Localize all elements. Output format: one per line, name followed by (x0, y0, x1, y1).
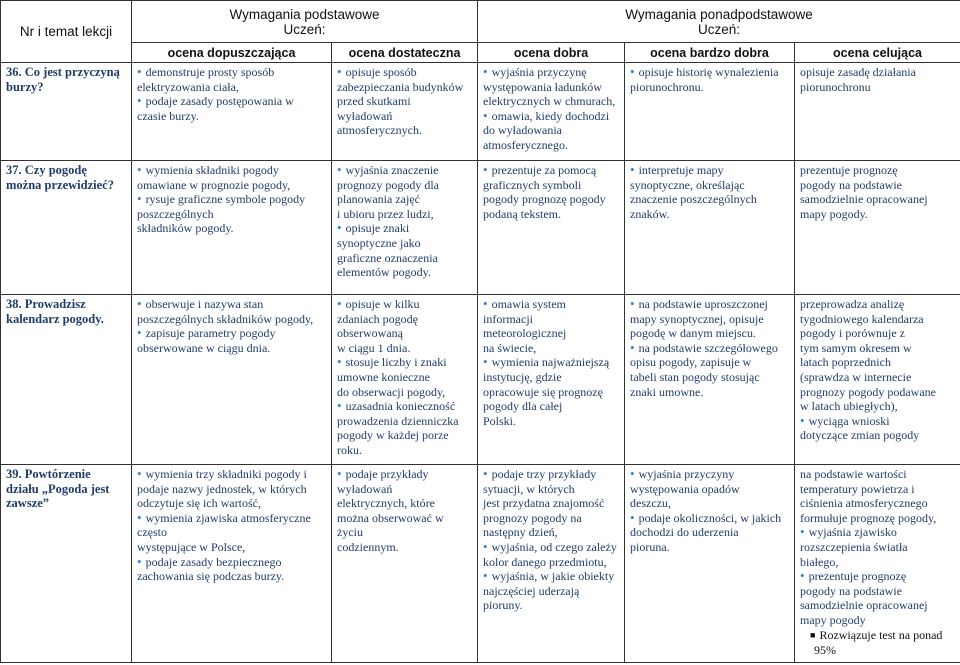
requirement-line: • opisuje w kilku (337, 297, 472, 312)
requirement-line: • omawia, kiedy dochodzi (483, 109, 619, 124)
requirement-line: informacji (483, 311, 533, 326)
requirement-line: mapy synoptycznej, opisuje (630, 311, 764, 326)
grade-header: ocena dopuszczająca (132, 43, 332, 63)
requirement-line: • podaje zasady postępowania w (137, 94, 326, 109)
requirement-line: • omawia system (483, 297, 619, 312)
requirement-line: roku. (337, 442, 362, 457)
requirement-line: • stosuje liczby i znaki (337, 355, 472, 370)
lesson-title-line: burzy? (6, 79, 44, 94)
requirement-line: prowadzenia dzienniczka (337, 413, 459, 428)
requirement-line: elektrycznych, które (337, 496, 435, 511)
requirement-line: • podaje trzy przykłady (483, 467, 619, 482)
requirement-line: piorunochronu. (630, 79, 704, 94)
requirement-line: elektrycznych w chmurach, (483, 94, 616, 109)
requirement-line: mapy pogody. (800, 206, 868, 221)
requirement-line: • wyjaśnia, od czego zależy (483, 540, 619, 555)
requirement-line: przed skutkami (337, 94, 411, 109)
requirement-cell (332, 161, 478, 295)
requirement-line: na podstawie wartości (800, 467, 907, 481)
requirement-cell (625, 161, 795, 295)
requirement-cell (132, 161, 332, 295)
lesson-title (1, 295, 132, 465)
requirement-line: • wymienia zjawiska atmosferyczne (137, 511, 326, 526)
requirement-line: prognozy pogody na (483, 510, 582, 525)
requirement-line: w latach ubiegłych), (800, 399, 898, 414)
requirement-cell (795, 63, 960, 161)
advanced-title: Wymagania ponadpodstawowe (625, 6, 813, 22)
requirement-line: obserwowaną (337, 326, 403, 341)
requirement-line: umowne konieczne (337, 369, 430, 384)
requirement-line: graficzne oznaczenia (337, 250, 438, 265)
lesson-title (1, 63, 132, 161)
requirement-line: wyładowań (337, 481, 393, 496)
requirement-line: • podaje okoliczności, w jakich (630, 511, 789, 526)
requirement-line: • opisuje sposób (337, 65, 472, 80)
requirement-line: składników pogody. (137, 221, 234, 236)
requirement-cell (625, 63, 795, 161)
requirement-line: • interpretuje mapy (630, 163, 789, 178)
requirement-line: • demonstruje prosty sposób (137, 65, 326, 80)
requirement-line: mapy pogody (800, 612, 866, 627)
lesson-title-line: można przewidzieć? (6, 177, 114, 192)
requirement-cell (625, 295, 795, 465)
requirement-line: • prezentuje prognozę (800, 569, 955, 584)
requirement-line: • na podstawie szczegółowego (630, 341, 789, 356)
requirement-line: atmosferycznego. (483, 137, 568, 152)
requirement-line: przeprowadza analizę (800, 297, 905, 311)
basic-title: Wymagania podstawowe (229, 6, 380, 22)
grade-header: ocena celująca (795, 43, 960, 63)
requirement-line: pogody i porównuje z (800, 326, 905, 341)
requirement-line: jest przydatna znajomość (483, 496, 605, 511)
requirement-line: pogody prognozę pogody (483, 192, 606, 207)
requirement-line: najczęściej uderzają (483, 583, 580, 598)
requirement-line: prognozy pogody dla (337, 177, 439, 192)
requirement-line: • wyciąga wnioski (800, 414, 955, 429)
requirement-line: graficznych symboli (483, 177, 582, 192)
requirement-cell (625, 465, 795, 663)
requirement-cell (332, 465, 478, 663)
requirement-line: znaczenie poszczególnych (630, 192, 757, 207)
requirement-line: samodzielnie opracowanej (800, 598, 928, 613)
requirement-line: deszczu, (630, 496, 671, 511)
requirement-line: dotyczące zmian pogody (800, 428, 920, 443)
requirement-line: • wymienia składniki pogody (137, 163, 326, 178)
requirement-line: planowania zajęć (337, 192, 420, 207)
grade-header: ocena bardzo dobra (625, 43, 795, 63)
requirement-line: • wymienia trzy składniki pogody i (137, 467, 326, 482)
requirement-line: tygodniowego kalendarza (800, 311, 924, 326)
requirement-cell (478, 295, 625, 465)
requirement-line: • wyjaśnia, w jakie obiekty (483, 569, 619, 584)
table-row (1, 161, 960, 295)
requirement-cell (132, 295, 332, 465)
requirement-line: podaną tekstem. (483, 206, 561, 221)
requirement-line: • wyjaśnia przyczynę (483, 65, 619, 80)
requirement-line: do obserwacji pogody, (337, 384, 446, 399)
requirement-cell (478, 63, 625, 161)
requirement-cell (478, 161, 625, 295)
grade-header: ocena dostateczna (332, 43, 478, 63)
requirement-line: życiu (337, 525, 363, 540)
requirement-line: • obserwuje i nazywa stan (137, 297, 326, 312)
requirement-line: • wymienia najważniejszą (483, 355, 619, 370)
requirement-line: tabeli stan pogody stosując (630, 369, 760, 384)
lesson-title (1, 465, 132, 663)
requirement-line: do wyładowania (483, 123, 562, 138)
requirement-line: zabezpieczania budynków (337, 79, 464, 94)
requirement-line: występowania opadów (630, 481, 740, 496)
requirement-line: formułuje prognozę pogody, (800, 510, 937, 525)
requirement-line: • na podstawie uproszczonej (630, 297, 789, 312)
requirement-line: • opisuje znaki (337, 221, 472, 236)
requirement-line: pogody na podstawie (800, 583, 902, 598)
requirement-line: pogody dla całej (483, 399, 563, 414)
requirement-line: meteorologicznej (483, 326, 567, 341)
requirement-cell (332, 295, 478, 465)
requirement-cell (132, 63, 332, 161)
requirement-line: poszczególnych składników pogody, (137, 311, 314, 326)
table-row (1, 63, 960, 161)
requirement-cell (332, 63, 478, 161)
requirement-line: pioruny. (483, 598, 523, 613)
requirement-line: • zapisuje parametry pogody (137, 326, 326, 341)
requirement-line: występowania ładunków (483, 79, 602, 94)
requirement-line: instytucję, gdzie (483, 369, 562, 384)
requirement-line: • wyjaśnia zjawisko (800, 525, 955, 540)
requirement-line: obserwowane w ciągu dnia. (137, 340, 271, 355)
requirement-line: elementów pogody. (337, 265, 431, 280)
requirement-line: • uzasadnia konieczność (337, 399, 472, 414)
requirement-line: dochodzi do uderzenia (630, 525, 739, 540)
table-row (1, 295, 960, 465)
advanced-sub: Uczeń: (698, 21, 741, 37)
requirement-line: • podaje zasady bezpiecznego (137, 555, 326, 570)
requirement-line: • prezentuje za pomocą (483, 163, 619, 178)
requirement-line: codziennym. (337, 539, 399, 554)
requirement-line: • podaje przykłady (337, 467, 472, 482)
lesson-title-line: działu „Pogoda jest (6, 481, 110, 496)
test-requirement-percent: 95% (814, 643, 836, 658)
requirement-line: (sprawdza w internecie (800, 369, 912, 384)
lesson-title-line: 39. Powtórzenie (6, 467, 91, 481)
requirement-line: następny dzień, (483, 525, 558, 540)
requirement-line: • opisuje historię wynalezienia (630, 65, 789, 80)
requirement-line: wyładowań (337, 108, 393, 123)
requirement-line: piorunochronu (800, 79, 871, 94)
requirement-line: rozszczepienia światła (800, 539, 908, 554)
requirement-line: często (137, 525, 167, 540)
requirement-line: opisu pogody, zapisuje w (630, 355, 752, 370)
requirement-line: sytuacji, w których (483, 481, 575, 496)
requirement-line: podaje nazwy jednostek, w których (137, 481, 307, 496)
requirement-cell (795, 465, 960, 663)
requirement-line: zdaniach pogodę (337, 311, 418, 326)
requirement-cell (795, 295, 960, 465)
advanced-requirements-header (478, 1, 960, 43)
grade-header: ocena dobra (478, 43, 625, 63)
lesson-title-line: 38. Prowadzisz (6, 297, 86, 311)
table-row (1, 465, 960, 663)
requirement-line: temperatury powietrza i (800, 481, 915, 496)
basic-requirements-header (132, 1, 478, 43)
test-requirement-line: ■ Rozwiązuje test na ponad (800, 628, 955, 644)
requirement-line: znaków. (630, 206, 670, 221)
requirement-line: ciśnienia atmosferycznego (800, 496, 928, 511)
lesson-title-line: 36. Co jest przyczyną (6, 65, 120, 79)
requirement-line: i ubioru przez ludzi, (337, 206, 434, 221)
requirement-line: pogody na podstawie (800, 177, 902, 192)
lesson-title-line: 37. Czy pogodę (6, 163, 87, 177)
requirement-line: tym samym okresem w (800, 340, 912, 355)
requirement-line: prognozy pogody podawane (800, 384, 936, 399)
requirement-line: Polski. (483, 413, 517, 428)
requirement-line: odczytuje się ich wartość, (137, 496, 261, 511)
requirement-line: znaki umowne. (630, 384, 704, 399)
requirement-line: czasie burzy. (137, 108, 199, 123)
requirement-line: pogodę w danym miejscu. (630, 326, 756, 341)
requirement-line: samodzielnie opracowanej (800, 192, 928, 207)
requirement-line: na świecie, (483, 340, 537, 355)
requirement-line: białego, (800, 554, 839, 569)
requirement-line: atmosferycznych. (337, 123, 422, 138)
requirement-line: synoptyczne, określając (630, 177, 745, 192)
requirement-cell (795, 161, 960, 295)
requirement-line: można obserwować w (337, 510, 444, 525)
requirement-line: latach poprzednich (800, 355, 891, 370)
requirement-line: • rysuje graficzne symbole pogody (137, 192, 326, 207)
requirement-cell (132, 465, 332, 663)
requirement-line: zachowania się podczas burzy. (137, 569, 285, 584)
requirement-line: opisuje zasadę działania (800, 65, 916, 79)
requirement-line: synoptyczne jako (337, 235, 421, 250)
lesson-title-line: kalendarz pogody. (6, 311, 104, 326)
lesson-title-line: zawsze” (6, 496, 50, 510)
requirement-line: pogody w każdej porze (337, 428, 449, 443)
requirement-line: kolor danego przedmiotu, (483, 554, 607, 569)
requirement-line: występujące w Polsce, (137, 539, 246, 554)
requirement-line: w ciągu 1 dnia. (337, 340, 411, 355)
requirement-line: pioruna. (630, 539, 670, 554)
lesson-column-header: Nr i temat lekcji (1, 1, 132, 63)
requirement-line: • wyjaśnia przyczyny (630, 467, 789, 482)
requirement-line: prezentuje prognozę (800, 163, 898, 177)
requirement-cell (478, 465, 625, 663)
requirement-line: omawiane w prognozie pogody, (137, 177, 291, 192)
requirement-line: • wyjaśnia znaczenie (337, 163, 472, 178)
basic-sub: Uczeń: (283, 21, 326, 37)
lesson-title (1, 161, 132, 295)
requirement-line: poszczególnych (137, 206, 214, 221)
requirement-line: elektryzowania ciała, (137, 79, 239, 94)
requirement-line: opracowuje się prognozę (483, 384, 603, 399)
